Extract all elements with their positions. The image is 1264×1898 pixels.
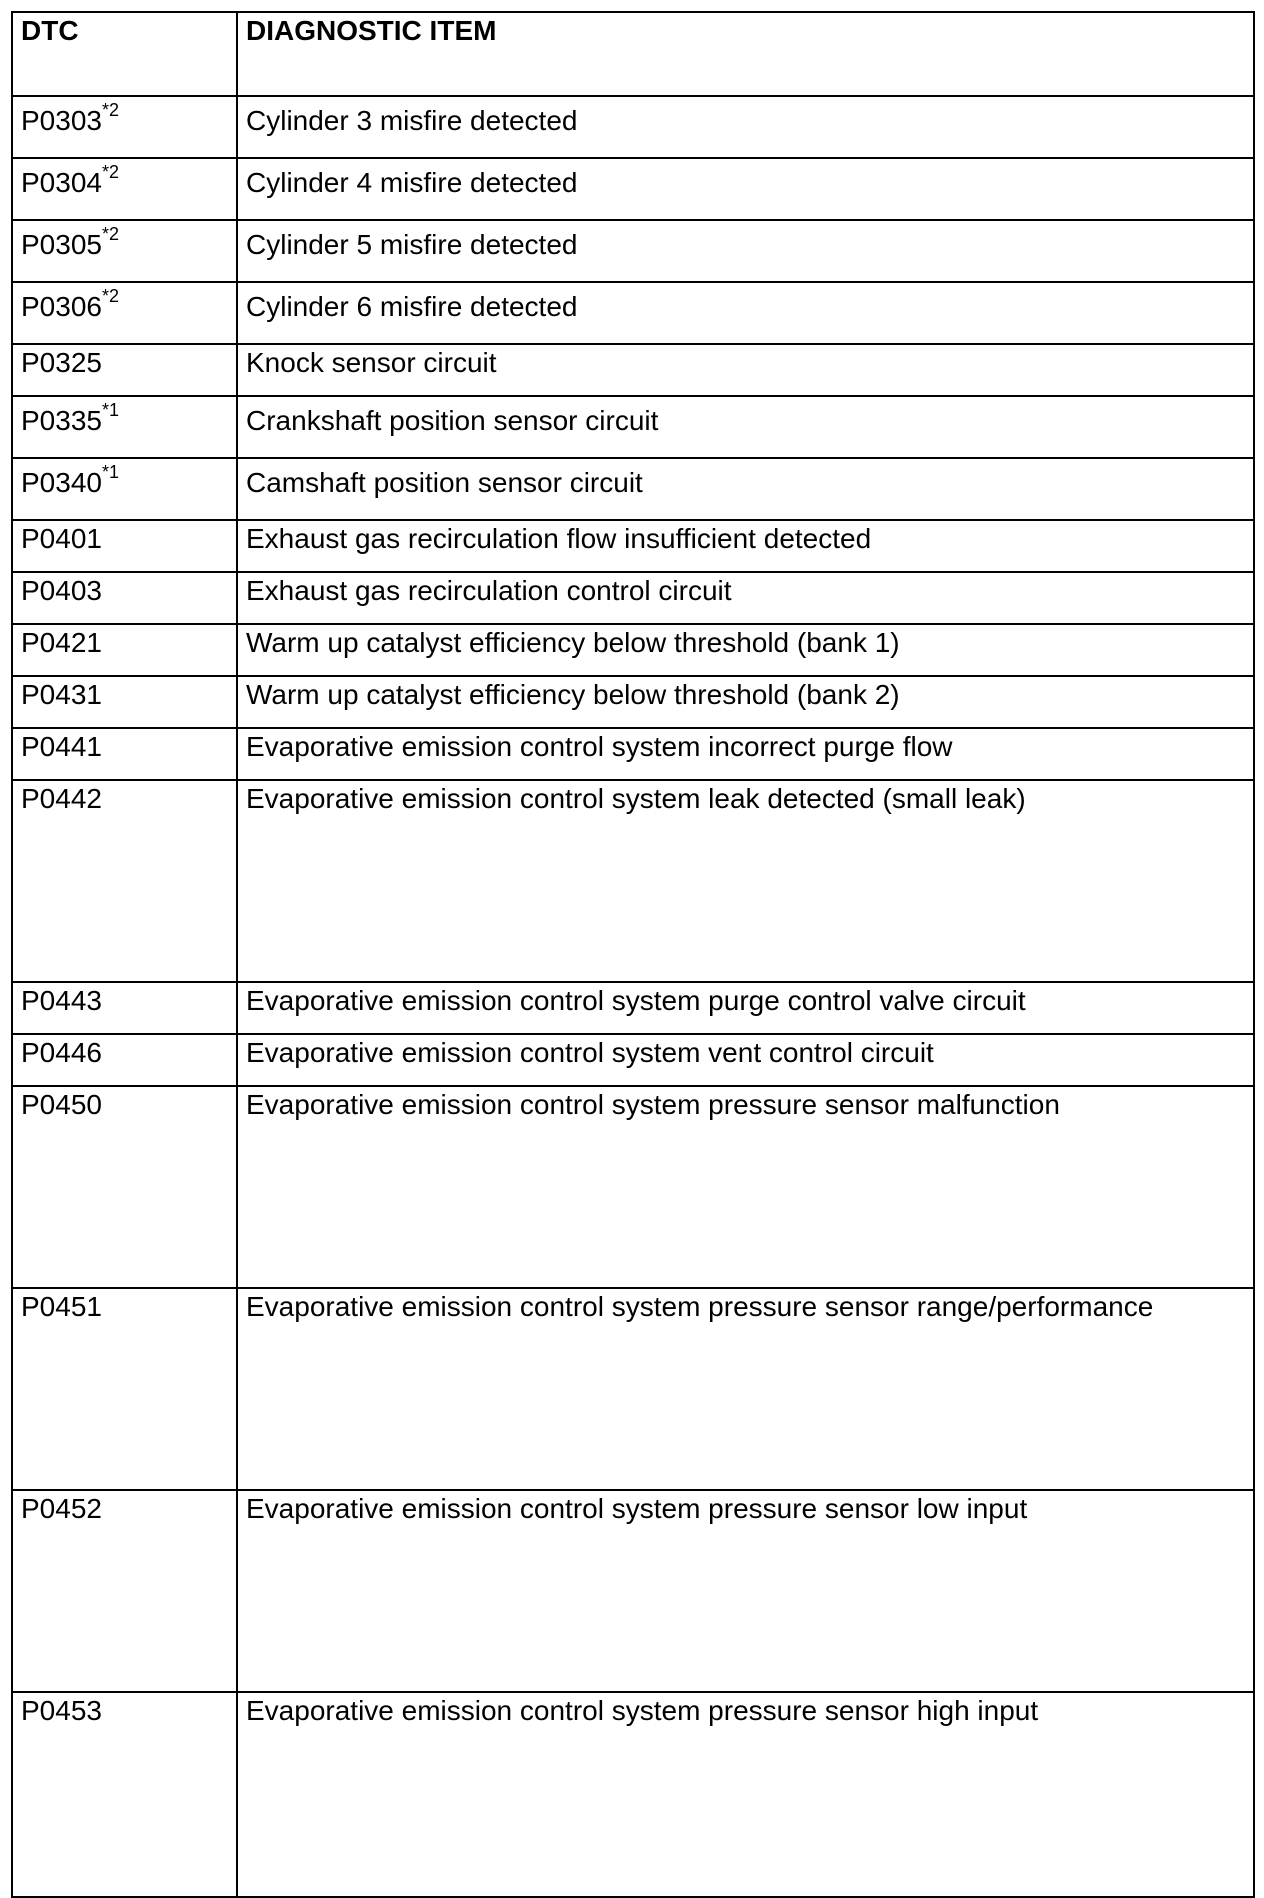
diagnostic-item-cell: Evaporative emission control system leak detected (small leak): [237, 780, 1254, 982]
table-row: [12, 1490, 1254, 1692]
table-row: [12, 572, 1254, 624]
dtc-cell: [12, 458, 237, 520]
table-row: [12, 676, 1254, 728]
diagnostic-item-cell: Camshaft position sensor circuit: [237, 458, 1254, 520]
dtc-code: P0421: [21, 627, 102, 658]
diagnostic-item-cell: Exhaust gas recirculation flow insufficient detected: [237, 520, 1254, 572]
dtc-footnote-mark: *1: [101, 400, 119, 420]
dtc-code: P0441: [21, 731, 102, 762]
header-diagnostic-item: DIAGNOSTIC ITEM: [237, 12, 1254, 96]
table-row: [12, 220, 1254, 282]
table-row: [12, 344, 1254, 396]
dtc-code: P0403: [21, 575, 102, 606]
diagnostic-item-cell: Evaporative emission control system purge control valve circuit: [237, 982, 1254, 1034]
diagnostic-item-cell: Cylinder 6 misfire detected: [237, 282, 1254, 344]
table-row: [12, 1288, 1254, 1490]
dtc-footnote-mark: *2: [101, 286, 119, 306]
dtc-cell: [12, 220, 237, 282]
dtc-code: P0325: [21, 347, 102, 378]
dtc-code: P0335: [21, 405, 102, 436]
diagnostic-item-cell: Crankshaft position sensor circuit: [237, 396, 1254, 458]
diagnostic-item-cell: Cylinder 5 misfire detected: [237, 220, 1254, 282]
diagnostic-item-cell: Warm up catalyst efficiency below threshold (bank 1): [237, 624, 1254, 676]
dtc-cell: [12, 282, 237, 344]
diagnostic-item-cell: Evaporative emission control system pressure sensor low input: [237, 1490, 1254, 1692]
dtc-table: [11, 11, 1255, 1898]
dtc-code: P0401: [21, 523, 102, 554]
header-row: [12, 12, 1254, 96]
table-row: [12, 624, 1254, 676]
dtc-cell: [12, 624, 237, 676]
dtc-cell: [12, 1288, 237, 1490]
dtc-footnote-mark: *2: [101, 162, 119, 182]
diagnostic-item-cell: Evaporative emission control system vent control circuit: [237, 1034, 1254, 1086]
table-row: [12, 1034, 1254, 1086]
diagnostic-item-cell: Evaporative emission control system pressure sensor high input: [237, 1692, 1254, 1897]
table-row: [12, 158, 1254, 220]
table-row: [12, 458, 1254, 520]
dtc-code: P0446: [21, 1037, 102, 1068]
table-row: [12, 1692, 1254, 1897]
dtc-footnote-mark: *2: [101, 100, 119, 120]
diagnostic-item-cell: Evaporative emission control system pressure sensor malfunction: [237, 1086, 1254, 1288]
dtc-cell: [12, 572, 237, 624]
dtc-cell: [12, 676, 237, 728]
dtc-cell: [12, 1086, 237, 1288]
table-row: [12, 96, 1254, 158]
table-row: [12, 728, 1254, 780]
dtc-code: P0443: [21, 985, 102, 1016]
diagnostic-item-cell: Cylinder 3 misfire detected: [237, 96, 1254, 158]
dtc-footnote-mark: *2: [101, 224, 119, 244]
dtc-code: P0442: [21, 783, 102, 814]
dtc-code: P0452: [21, 1493, 102, 1524]
dtc-cell: [12, 1692, 237, 1897]
dtc-code: P0340: [21, 467, 102, 498]
table-row: [12, 520, 1254, 572]
dtc-code: P0305: [21, 229, 102, 260]
dtc-code: P0303: [21, 105, 102, 136]
dtc-cell: [12, 96, 237, 158]
diagnostic-item-cell: Warm up catalyst efficiency below threshold (bank 2): [237, 676, 1254, 728]
dtc-cell: [12, 1034, 237, 1086]
dtc-cell: [12, 1490, 237, 1692]
dtc-footnote-mark: *1: [101, 462, 119, 482]
table-row: [12, 1086, 1254, 1288]
diagnostic-item-cell: Exhaust gas recirculation control circuit: [237, 572, 1254, 624]
dtc-code: P0304: [21, 167, 102, 198]
dtc-cell: [12, 396, 237, 458]
dtc-code: P0431: [21, 679, 102, 710]
diagnostic-item-cell: Cylinder 4 misfire detected: [237, 158, 1254, 220]
header-dtc: DTC: [12, 12, 237, 96]
dtc-code: P0450: [21, 1089, 102, 1120]
dtc-cell: [12, 158, 237, 220]
diagnostic-item-cell: Evaporative emission control system incorrect purge flow: [237, 728, 1254, 780]
dtc-code: P0306: [21, 291, 102, 322]
dtc-cell: [12, 780, 237, 982]
dtc-cell: [12, 982, 237, 1034]
table-row: [12, 282, 1254, 344]
diagnostic-item-cell: Knock sensor circuit: [237, 344, 1254, 396]
table-row: [12, 780, 1254, 982]
table-row: [12, 982, 1254, 1034]
dtc-cell: [12, 728, 237, 780]
dtc-cell: [12, 520, 237, 572]
dtc-code: P0451: [21, 1291, 102, 1322]
dtc-code: P0453: [21, 1695, 102, 1726]
diagnostic-item-cell: Evaporative emission control system pressure sensor range/performance: [237, 1288, 1254, 1490]
table-row: [12, 396, 1254, 458]
dtc-cell: [12, 344, 237, 396]
